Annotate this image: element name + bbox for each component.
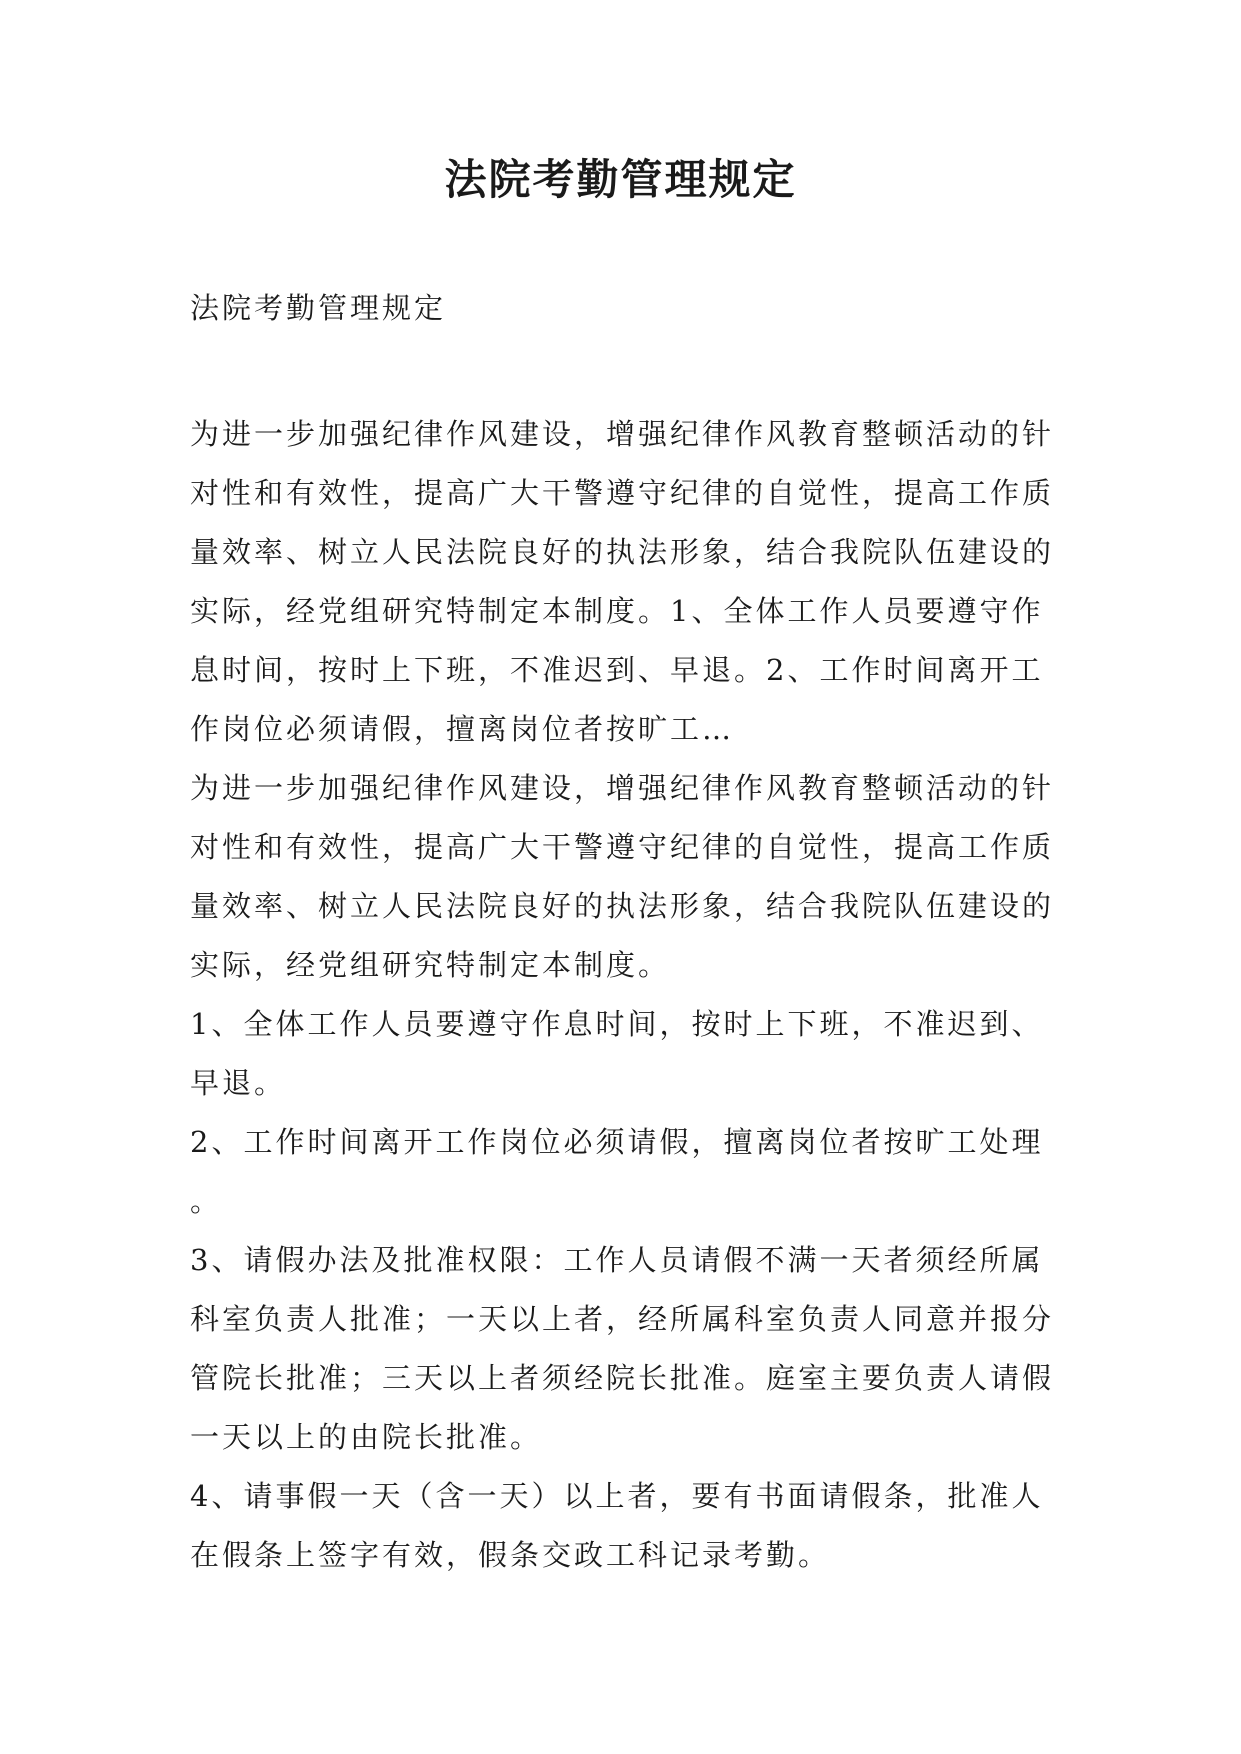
rule-paragraph-4: 4、请事假一天（含一天）以上者，要有书面请假条，批准人在假条上签字有效，假条交政工科记录考勤。 — [190, 1479, 1044, 1572]
document-title: 法院考勤管理规定 — [444, 155, 797, 204]
rule-paragraph-1: 1、全体工作人员要遵守作息时间，按时上下班，不准迟到、早退。 — [190, 1007, 1044, 1100]
summary-paragraph: 为进一步加强纪律作风建设，增强纪律作风教育整顿活动的针对性和有效性，提高广大干警遵守纪律的自觉性，提高工作质量效率、树立人民法院良好的执法形象，结合我院队伍建设的实际，经党组研究特制定本制度。1、全体工作人员要遵守作息时间，按时上下班，不准迟到、早退。2、工作时间离开工作岗位必须请假，擅离岗位者按旷工… — [190, 417, 1055, 746]
intro-paragraph: 为进一步加强纪律作风建设，增强纪律作风教育整顿活动的针对性和有效性，提高广大干警遵守纪律的自觉性，提高工作质量效率、树立人民法院良好的执法形象，结合我院队伍建设的实际，经党组研究特制定本制度。 — [190, 771, 1055, 982]
rule-paragraph-3: 3、请假办法及批准权限：工作人员请假不满一天者须经所属科室负责人批准；一天以上者，经所属科室负责人同意并报分管院长批准；三天以上者须经院长批准。庭室主要负责人请假一天以上的由院长批准。 — [190, 1243, 1055, 1454]
rule-paragraph-2: 2、工作时间离开工作岗位必须请假，擅离岗位者按旷工处理。 — [190, 1125, 1044, 1218]
document-body — [190, 405, 1060, 1585]
document-subtitle: 法院考勤管理规定 — [190, 291, 447, 325]
